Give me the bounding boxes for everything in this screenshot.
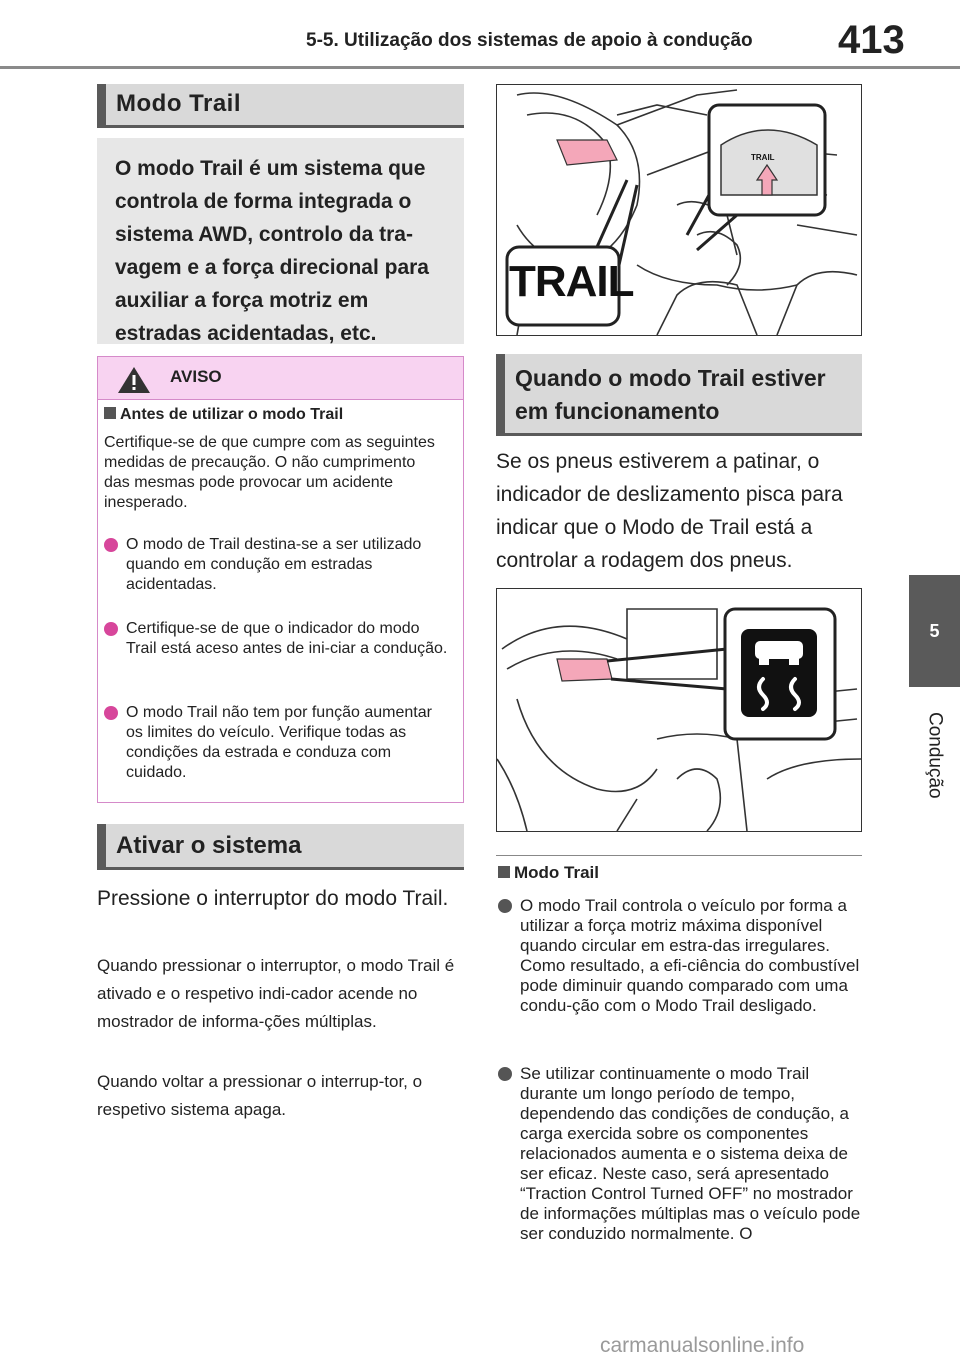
chapter-label: Condução xyxy=(924,711,946,799)
warning-title: AVISO xyxy=(170,367,222,386)
warning-box xyxy=(97,356,464,803)
notes-divider xyxy=(496,855,862,856)
header-title: 5-5. Utilização dos sistemas de apoio à condução xyxy=(306,30,753,51)
notes-bullet: O modo Trail controla o veículo por forma a utilizar a força motriz máxima disponível quando circular em estra-das irregulares. Como resultado, a efi-ciência do combustível pode diminuir quando comparado com uma condu-ção com o Modo Trail desligado. xyxy=(498,896,866,1016)
square-bullet-icon xyxy=(498,866,510,878)
notes-bullet: Se utilizar continuamente o modo Trail durante um longo período de tempo, dependendo das condições de condução, a carga exercida sobre os componentes relacionados aumenta e o sistema deixa de ser eficaz. Neste caso, será apresentado “Traction Control Turned OFF” no mostrador de informações múltiplas mas o veículo pode ser conduzido normalmente. O xyxy=(498,1064,866,1244)
warning-subheading: Antes de utilizar o modo Trail xyxy=(104,406,343,424)
ativar-paragraph: Quando pressionar o interruptor, o modo Trail é ativado e o respetivo indi-cador acende no mostrador de informa-ções múltiplas. xyxy=(97,956,455,1031)
warning-triangle-icon xyxy=(116,365,152,395)
section-heading-modo-trail: Modo Trail xyxy=(97,84,464,128)
watermark: carmanualsonline.info xyxy=(600,1334,805,1357)
warning-body: Certifique-se de que cumpre com as seguintes medidas de precaução. O não cumprimento das mesmas pode provocar um acidente inesperado. xyxy=(104,434,435,511)
bullet-icon xyxy=(104,706,118,720)
section-heading-funcionamento: Quando o modo Trail estiver em funcionamento xyxy=(496,354,862,436)
warning-bullet: Certifique-se de que o indicador do modo Trail está aceso antes de ini-ciar a condução. xyxy=(104,619,449,659)
funcionamento-lead: Se os pneus estiverem a patinar, o indicador de deslizamento pisca para indicar que o Modo de Trail está a controlar a rodagem dos pneus. xyxy=(496,450,843,572)
slip-indicator-illustration xyxy=(496,588,862,832)
dashboard-drawing-2 xyxy=(497,589,861,831)
page-number: 413 xyxy=(838,18,905,62)
bullet-icon xyxy=(104,538,118,552)
warning-bullet: O modo Trail não tem por função aumentar os limites do veículo. Verifique todas as condições da estrada e conduza com cuidado. xyxy=(104,703,449,783)
warning-bullet: O modo de Trail destina-se a ser utilizado quando em condução em estradas acidentadas. xyxy=(104,535,449,595)
chapter-tab: 5 xyxy=(909,575,960,687)
bullet-icon xyxy=(498,1067,512,1081)
trail-switch-illustration xyxy=(496,84,862,336)
ativar-paragraph: Quando voltar a pressionar o interrup-tor, o respetivo sistema apaga. xyxy=(97,1072,423,1119)
intro-box: O modo Trail é um sistema que controla de forma integrada o sistema AWD, controlo da tra-vagem e a força direcional para auxiliar a força motriz em estradas acidentadas, etc. xyxy=(97,138,464,344)
square-bullet-icon xyxy=(104,407,116,419)
bullet-icon xyxy=(498,899,512,913)
trail-button-label: TRAIL xyxy=(751,153,775,162)
header-divider xyxy=(0,66,960,69)
warning-header xyxy=(98,357,463,400)
section-heading-ativar: Ativar o sistema xyxy=(97,824,464,870)
trail-callout-label: TRAIL xyxy=(509,257,634,306)
ativar-lead: Pressione o interruptor do modo Trail. xyxy=(97,887,449,910)
notes-subheading: Modo Trail xyxy=(498,863,599,883)
bullet-icon xyxy=(104,622,118,636)
